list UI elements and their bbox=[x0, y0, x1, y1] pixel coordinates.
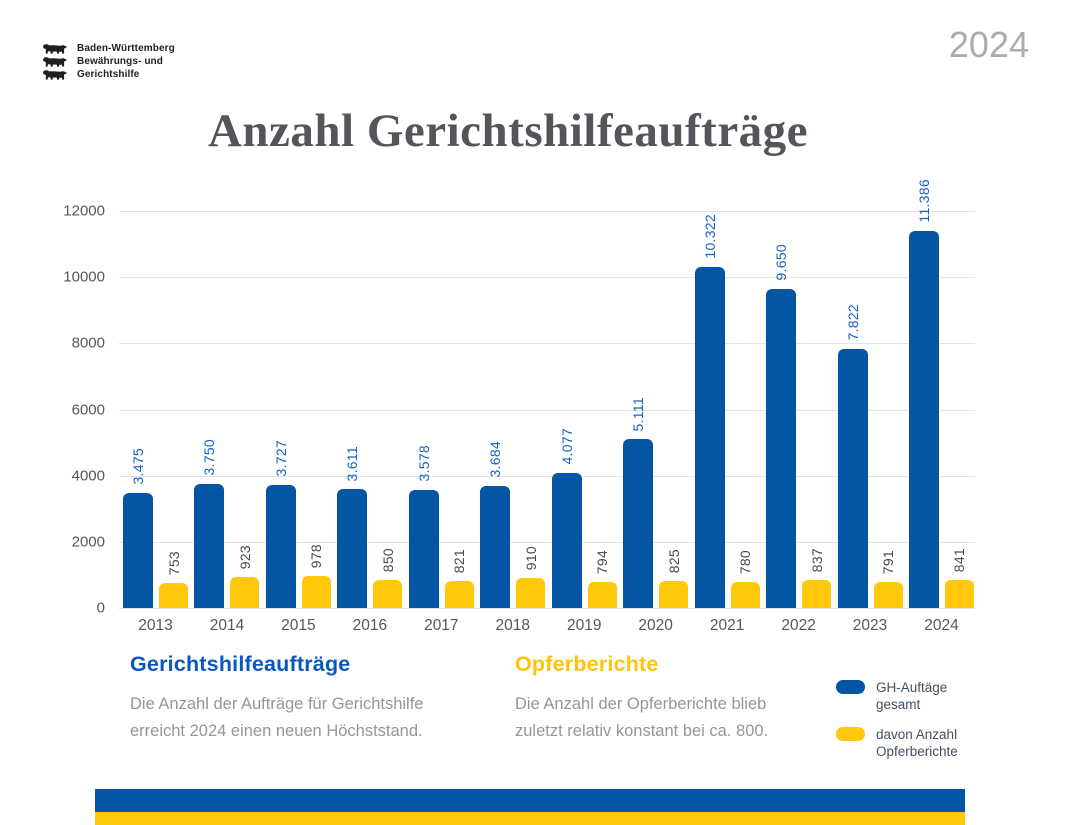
x-tick-label: 2023 bbox=[852, 617, 888, 634]
bar-gh-auftraege bbox=[480, 486, 510, 608]
bar-column-opferberichte bbox=[373, 211, 402, 608]
bar-value-label: 9.650 bbox=[773, 244, 790, 281]
note-left-heading: Gerichtshilfeaufträge bbox=[130, 652, 351, 676]
bar-opferberichte bbox=[945, 580, 974, 608]
year-label: 2024 bbox=[948, 24, 1029, 65]
y-tick-label: 2000 bbox=[71, 533, 105, 551]
gridline bbox=[119, 608, 975, 609]
x-tick-label: 2022 bbox=[781, 617, 816, 634]
three-lions-icon bbox=[42, 43, 68, 81]
bar-column-total bbox=[766, 211, 796, 608]
bar-value-label: 3.578 bbox=[415, 445, 432, 482]
bar-gh-auftraege bbox=[695, 267, 725, 608]
bar-column-opferberichte bbox=[516, 211, 545, 608]
legend-item-gh-auftraege bbox=[836, 679, 988, 713]
bar-opferberichte bbox=[445, 581, 474, 608]
note-gerichtshilfeauftraege bbox=[130, 652, 466, 745]
note-right-body: Die Anzahl der Opferberichte blieb zuletzt relativ konstant bei ca. 800. bbox=[515, 695, 769, 740]
logo-text-line2: Bewährungs- und bbox=[77, 56, 163, 67]
chart-legend bbox=[836, 679, 988, 760]
bar-value-label: 841 bbox=[951, 547, 968, 572]
bar-column-total bbox=[552, 211, 582, 608]
bar-value-label: 791 bbox=[880, 549, 897, 574]
bar-value-label: 821 bbox=[451, 548, 468, 573]
bar-value-label: 923 bbox=[236, 544, 253, 569]
logo-text-line1: Baden-Württemberg bbox=[77, 43, 175, 54]
bar-column-total bbox=[409, 211, 439, 608]
x-tick-label: 2016 bbox=[352, 617, 388, 634]
page-title: Anzahl Gerichtshilfeaufträge bbox=[207, 105, 809, 157]
bar-column-total bbox=[266, 211, 296, 608]
x-tick-label: 2013 bbox=[138, 617, 173, 634]
legend-label: GH-Auftäge gesamt bbox=[876, 680, 948, 712]
bar-column-opferberichte bbox=[802, 211, 831, 608]
bar-column-total bbox=[480, 211, 510, 608]
bar-opferberichte bbox=[516, 578, 545, 608]
bar-value-label: 910 bbox=[522, 545, 539, 570]
x-tick-label: 2015 bbox=[281, 617, 316, 634]
bar-group bbox=[695, 211, 760, 634]
bar-column-opferberichte bbox=[731, 211, 760, 608]
bar-value-label: 11.386 bbox=[915, 179, 932, 223]
bar-gh-auftraege bbox=[623, 439, 653, 608]
bar-group bbox=[552, 211, 617, 634]
bar-column-opferberichte bbox=[445, 211, 474, 608]
bar-column-total bbox=[337, 211, 367, 608]
logo-text-line3: Gerichtshilfe bbox=[77, 69, 140, 80]
bar-value-label: 3.750 bbox=[201, 439, 218, 476]
bar-opferberichte bbox=[302, 576, 331, 608]
bar-value-label: 794 bbox=[594, 549, 611, 574]
x-tick-label: 2020 bbox=[638, 617, 673, 634]
bar-column-opferberichte bbox=[945, 211, 974, 608]
bar-value-label: 3.684 bbox=[487, 441, 504, 478]
bar-column-total bbox=[623, 211, 653, 608]
legend-swatch-yellow bbox=[836, 727, 865, 741]
bars-layer bbox=[119, 179, 975, 634]
bar-column-total bbox=[123, 211, 153, 608]
x-tick-label: 2019 bbox=[566, 617, 602, 634]
bar-column-total bbox=[695, 211, 725, 608]
footer-stripe-yellow bbox=[95, 812, 965, 825]
bar-group bbox=[194, 211, 259, 634]
bar-value-label: 5.111 bbox=[630, 396, 647, 431]
legend-label: davon Anzahl Opferberichte bbox=[876, 727, 958, 759]
legend-swatch-blue bbox=[836, 680, 865, 694]
bar-group bbox=[123, 211, 188, 634]
logo bbox=[42, 42, 175, 81]
legend-item-opferberichte bbox=[836, 726, 988, 760]
bar-gh-auftraege bbox=[552, 473, 582, 608]
footer-stripe-blue bbox=[95, 789, 965, 812]
note-right-heading: Opferberichte bbox=[515, 652, 659, 676]
x-tick-label: 2021 bbox=[709, 617, 745, 634]
lion-icon bbox=[42, 43, 68, 55]
x-tick-label: 2018 bbox=[495, 617, 531, 634]
bar-column-opferberichte bbox=[588, 211, 617, 608]
bar-gh-auftraege bbox=[123, 493, 153, 608]
bar-value-label: 4.077 bbox=[558, 428, 575, 465]
bar-group bbox=[480, 211, 545, 634]
bar-opferberichte bbox=[802, 580, 831, 608]
bar-opferberichte bbox=[659, 581, 688, 608]
y-tick-label: 6000 bbox=[71, 401, 105, 418]
bar-column-total bbox=[838, 211, 868, 608]
bar-column-opferberichte bbox=[302, 211, 331, 608]
bar-opferberichte bbox=[874, 582, 903, 608]
y-tick-label: 8000 bbox=[71, 334, 105, 352]
bar-column-opferberichte bbox=[230, 211, 259, 608]
x-tick-label: 2024 bbox=[924, 617, 959, 634]
lion-icon bbox=[42, 69, 68, 81]
y-tick-label: 10000 bbox=[63, 268, 105, 286]
bar-value-label: 3.611 bbox=[344, 445, 361, 481]
bar-opferberichte bbox=[373, 580, 402, 608]
bar-value-label: 10.322 bbox=[701, 214, 718, 259]
lion-icon bbox=[42, 56, 68, 68]
bar-opferberichte bbox=[731, 582, 760, 608]
bar-group bbox=[337, 211, 402, 634]
bar-column-total bbox=[909, 179, 939, 608]
bar-chart bbox=[63, 179, 975, 634]
bar-value-label: 825 bbox=[665, 548, 682, 573]
bar-gh-auftraege bbox=[194, 484, 224, 608]
bar-opferberichte bbox=[588, 582, 617, 608]
bar-gh-auftraege bbox=[337, 489, 367, 608]
bar-gh-auftraege bbox=[409, 490, 439, 608]
bar-column-total bbox=[194, 211, 224, 608]
bar-gh-auftraege bbox=[909, 231, 939, 608]
bar-value-label: 978 bbox=[308, 543, 325, 568]
bar-value-label: 7.822 bbox=[844, 304, 861, 341]
bar-value-label: 3.727 bbox=[272, 440, 289, 477]
logo-text bbox=[77, 42, 175, 81]
y-tick-label: 12000 bbox=[63, 202, 105, 220]
bar-column-opferberichte bbox=[659, 211, 688, 608]
note-opferberichte bbox=[515, 652, 791, 745]
bar-value-label: 850 bbox=[379, 547, 396, 572]
bar-value-label: 837 bbox=[808, 547, 825, 572]
bar-group bbox=[623, 211, 688, 634]
bar-value-label: 780 bbox=[737, 549, 754, 574]
bar-group bbox=[909, 179, 974, 634]
y-tick-label: 4000 bbox=[71, 467, 105, 485]
bar-gh-auftraege bbox=[838, 349, 868, 608]
x-tick-label: 2017 bbox=[424, 617, 459, 634]
bar-column-opferberichte bbox=[159, 211, 188, 608]
bar-group bbox=[266, 211, 331, 634]
bar-opferberichte bbox=[230, 577, 259, 608]
bar-gh-auftraege bbox=[266, 485, 296, 608]
bar-group bbox=[766, 211, 831, 634]
bar-group bbox=[409, 211, 474, 634]
y-tick-label: 0 bbox=[96, 599, 105, 617]
bar-gh-auftraege bbox=[766, 289, 796, 608]
note-left-body: Die Anzahl der Aufträge für Gerichtshilfe erreicht 2024 einen neuen Höchststand. bbox=[130, 695, 424, 740]
x-tick-label: 2014 bbox=[209, 617, 245, 634]
bar-value-label: 3.475 bbox=[130, 448, 146, 485]
bar-opferberichte bbox=[159, 583, 188, 608]
bar-group bbox=[838, 211, 903, 634]
bar-column-opferberichte bbox=[874, 211, 903, 608]
bar-value-label: 753 bbox=[165, 550, 182, 575]
